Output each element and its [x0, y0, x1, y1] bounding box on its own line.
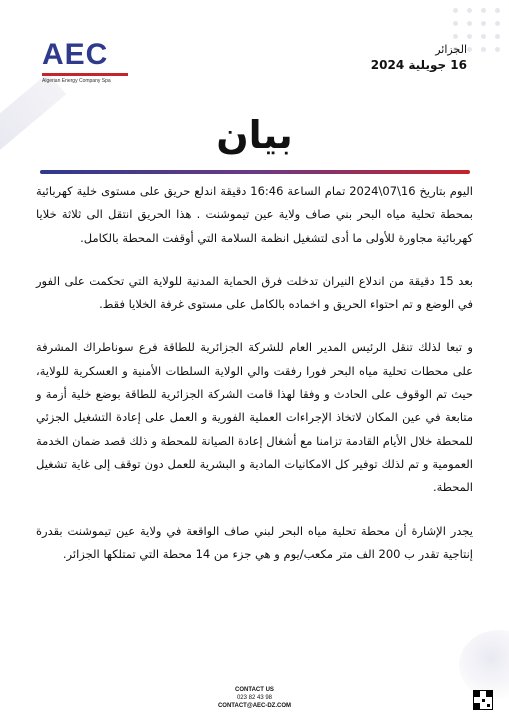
footer-contact	[0, 686, 509, 710]
paragraph: بعد 15 دقيقة من اندلاع النيران تدخلت فرق الحماية المدنية للولاية التي تحكمت على الفور في الوضع و تم احتواء الحريق و اخماده بالكامل على مستوى غرفة الخلايا فقط.	[36, 273, 473, 312]
place-and-date	[371, 43, 467, 73]
title-divider	[40, 170, 470, 174]
company-logo	[42, 40, 134, 84]
footer-title: CONTACT US	[235, 687, 274, 693]
footer-email[interactable]: CONTACT@AEC-DZ.COM	[217, 703, 292, 709]
paragraph: اليوم بتاريخ 16\07\2024 تمام الساعة 16:46 دقيقة اندلع حريق على مستوى خلية كهربائية بمحطة تحلية مياه البحر بني صاف ولاية عين تيموشنت . هذا الحريق انتقل الى ثلاثة خلايا كهربائية مجاورة للأولى ما أدى لتشغيل انظمة السلامة التي أوقفت المحطة بالكامل.	[36, 184, 473, 245]
footer-phone: 023 82 43 98	[236, 695, 273, 701]
logo-underline	[42, 73, 128, 76]
date-label: 16 جويلية 2024	[370, 58, 467, 72]
paragraph: و تبعا لذلك تنقل الرئيس المدير العام للشركة الجزائرية للطاقة فرع سوناطراك المشرفة على محطات تحلية مياه البحر فورا رفقت والي الولاية السلطات الأمنية و العسكرية للولاية، حيث تم الوقوف على الحادث و وفقا لهذا قامت الشركة الجزائرية للطاقة بوضع خلية أزمة و متابعة في عين المكان لاتخاذ الإجراءات العملية الفورية و العمل على إعادة التشغيل الجزئي للمحطة خلال الأيام القادمة تزامنا مع أشغال إعادة الصيانة للمحطة و ذلك قصد ضمان الخدمة العمومية و تم لذلك توفير كل الامكانيات المادية و البشرية للعمل دون توقف إلى غاية تشغيل المحطة.	[36, 340, 473, 495]
page-title: بيان	[216, 113, 293, 157]
paragraph: يجدر الإشارة أن محطة تحلية مياه البحر لبني صاف الواقعة في ولاية عين تيموشنت بقدرة إنتاجية تقدر ب 200 الف متر مكعب/يوم و هي جزء من 14 محطة التي تمتلكها الجزائر.	[36, 523, 473, 561]
logo-subtitle: Algerian Energy Company Spa	[42, 78, 111, 84]
city-label: الجزائر	[435, 43, 467, 56]
logo-mark: AEC	[42, 38, 109, 71]
qr-code-icon	[473, 690, 493, 710]
statement-body	[36, 180, 473, 586]
